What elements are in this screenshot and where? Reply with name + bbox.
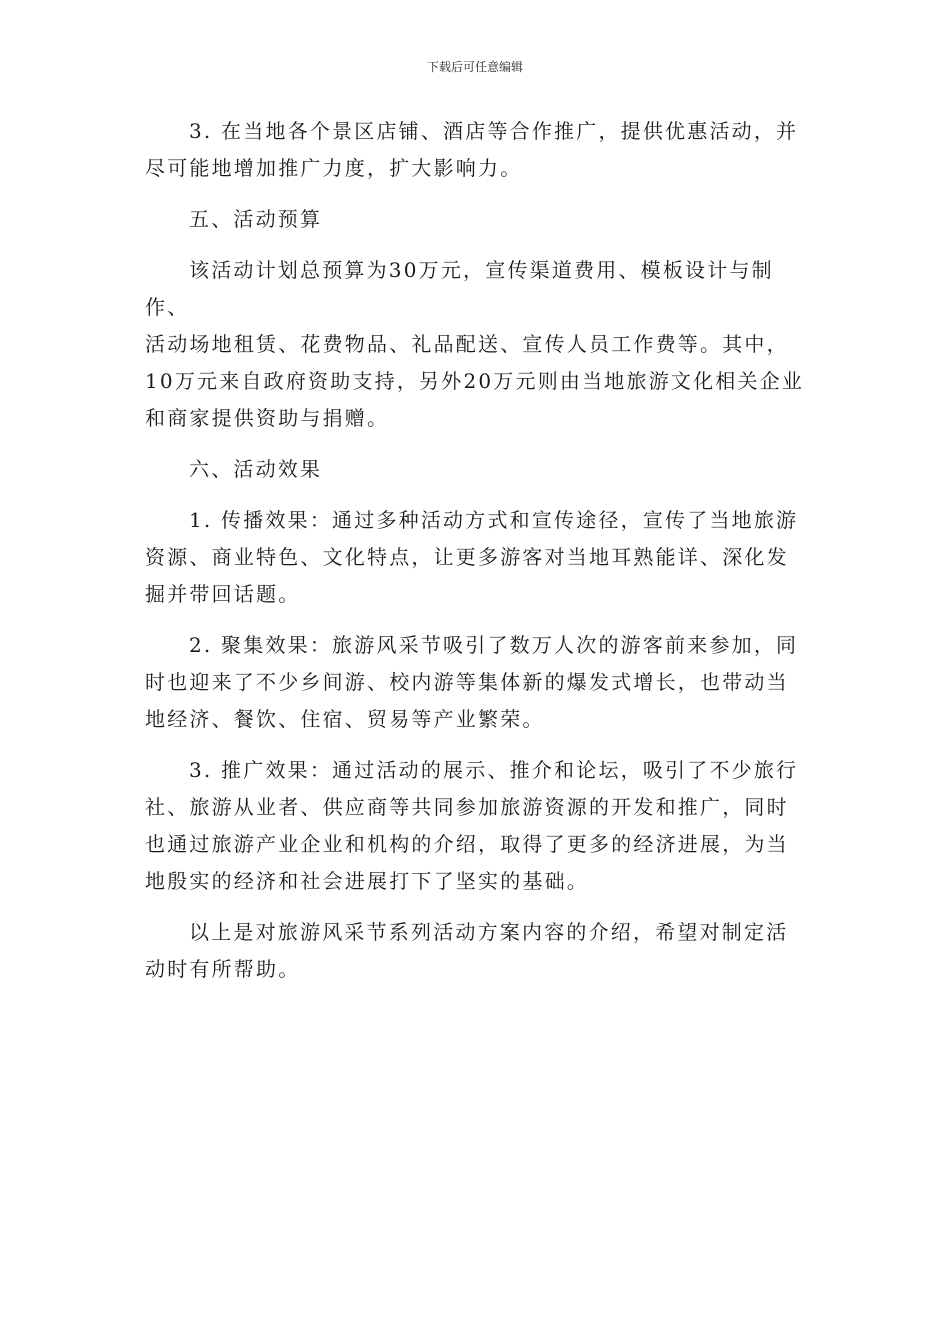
document-body [145, 113, 810, 1002]
text-line: 3. 推广效果：通过活动的展示、推介和论坛，吸引了不少旅行 [189, 758, 799, 782]
paragraph-budget [145, 252, 810, 437]
text-line: 掘并带回话题。 [145, 582, 301, 606]
text-line: 10万元来自政府资助支持，另外20万元则由当地旅游文化相关企业 [145, 369, 805, 393]
text-line: 该活动计划总预算为30万元，宣传渠道费用、模板设计与制作、 [145, 258, 774, 319]
text-line: 地殷实的经济和社会进展打下了坚实的基础。 [145, 869, 589, 893]
paragraph-effect-spread [145, 502, 810, 613]
text-line: 也通过旅游产业企业和机构的介绍，取得了更多的经济进展，为当 [145, 832, 789, 856]
text-line: 时也迎来了不少乡间游、校内游等集体新的爆发式增长，也带动当 [145, 670, 789, 694]
text-line: 以上是对旅游风采节系列活动方案内容的介绍，希望对制定活 [189, 920, 789, 944]
text-line: 1. 传播效果：通过多种活动方式和宣传途径，宣传了当地旅游 [189, 508, 799, 532]
text-line: 和商家提供资助与捐赠。 [145, 406, 390, 430]
text-line: 尽可能地增加推广力度，扩大影响力。 [145, 156, 523, 180]
text-line: 活动场地租赁、花费物品、礼品配送、宣传人员工作费等。其中， [145, 332, 789, 356]
text-line: 3. 在当地各个景区店铺、酒店等合作推广，提供优惠活动，并 [189, 119, 799, 143]
paragraph-conclusion [145, 914, 810, 988]
section-heading-effects: 六、活动效果 [189, 457, 323, 481]
text-line: 动时有所帮助。 [145, 957, 301, 981]
section-heading-budget: 五、活动预算 [189, 207, 323, 231]
paragraph-effect-gathering [145, 627, 810, 738]
text-line: 2. 聚集效果：旅游风采节吸引了数万人次的游客前来参加，同 [189, 633, 799, 657]
paragraph-effect-promotion [145, 752, 810, 900]
text-line: 地经济、餐饮、住宿、贸易等产业繁荣。 [145, 707, 545, 731]
text-line: 社、旅游从业者、供应商等共同参加旅游资源的开发和推广，同时 [145, 795, 789, 819]
paragraph-promotion [145, 113, 810, 187]
text-line: 资源、商业特色、文化特点，让更多游客对当地耳熟能详、深化发 [145, 545, 789, 569]
page-header: 下载后可任意编辑 [426, 60, 523, 74]
